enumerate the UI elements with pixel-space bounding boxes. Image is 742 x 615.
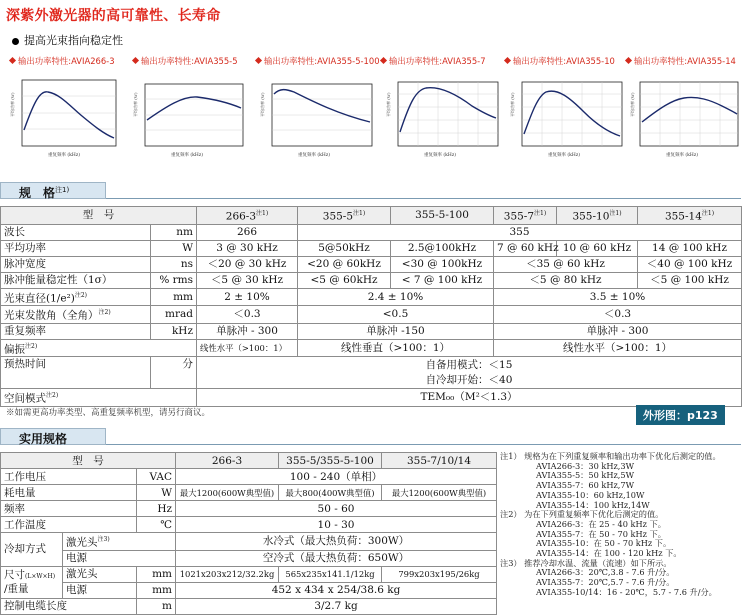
model-header: 型 号 — [1, 453, 176, 469]
practical-row-consumption — [1, 485, 497, 501]
spec-row-divergence — [1, 306, 742, 324]
cell: 14 @ 100 kHz — [638, 240, 742, 256]
practical-row-cooling-head — [1, 533, 497, 551]
row-unit: ns — [151, 256, 197, 272]
chart-xlabel: 重复频率 (kHz) — [424, 153, 456, 158]
cell: ＜35 @ 60 kHz — [494, 256, 638, 272]
model-355-5: 355-5/355-5-100 — [279, 453, 382, 469]
chart-xlabel: 重复频率 (kHz) — [548, 153, 580, 158]
row-unit: m — [137, 598, 176, 614]
chart-label-text: 输出功率特性:AVIA266-3 — [18, 56, 115, 66]
row-unit: % rms — [151, 272, 197, 288]
cell: 最大1200(600W典型值) — [176, 485, 279, 501]
row-sublabel: 电源 — [63, 582, 137, 598]
cell: TEM₀₀（M²＜1.3） — [197, 389, 742, 407]
chart-xlabel: 重复频率 (kHz) — [48, 153, 80, 158]
note-line: AVIA266-3：在 25 - 40 kHz 下。 — [536, 518, 666, 529]
spec-footnote: ※如需更高功率类型、高重复频率机型，请另行商议。 — [6, 408, 211, 418]
diamond-icon — [625, 57, 632, 64]
cell: 100 - 240（单相） — [176, 469, 497, 485]
row-unit: mm — [137, 566, 176, 582]
note-line: 注1） 规格为在下列重复频率和输出功率下优化后测定的值。 — [500, 451, 721, 461]
model-266-3: 266-3$^{注1)}$ — [197, 207, 298, 225]
row-unit: mm — [151, 288, 197, 306]
note-line: AVIA266-3：30 kHz,3W — [536, 460, 635, 471]
chart-ylabel: 平均功率 (W) — [260, 92, 265, 117]
cell: 2.5@100kHz — [391, 240, 494, 256]
cell: < 7 @ 100 kHz — [391, 272, 494, 288]
chart-xlabel: 重复频率 (kHz) — [666, 153, 698, 158]
spec-header-row — [1, 207, 742, 225]
cell: ＜40 @ 100 kHz — [638, 256, 742, 272]
diamond-icon — [9, 57, 16, 64]
chart-label-text: 输出功率特性:AVIA355-5-100 — [264, 56, 380, 66]
spec-row-wavelength — [1, 224, 742, 240]
model-355-10: 355-10$^{注1)}$ — [557, 207, 638, 225]
row-label: 冷却方式 — [1, 533, 63, 567]
row-unit: 分 — [151, 357, 197, 389]
note-line: AVIA355-14：在 100 - 120 kHz 下。 — [536, 548, 682, 559]
cell: 最大1200(600W典型值) — [382, 485, 497, 501]
note-line: AVIA266-3：20℃,3.8 - 7.6 升/分。 — [536, 567, 675, 578]
row-label: 光束直径$(1/e^2)^{注2)}$ — [1, 288, 151, 306]
row-label: 空间模式$^{注2)}$ — [1, 389, 197, 407]
cell: 线性水平（>100：1） — [494, 339, 742, 357]
row-unit: Hz — [137, 501, 176, 517]
cell: 3.5 ± 10% — [494, 288, 742, 306]
cell: 10 @ 60 kHz — [557, 240, 638, 256]
note-line: AVIA355-10/14：16 - 20℃，5.7 - 7.6 升/分。 — [536, 586, 717, 597]
spec-heading-text: 规 格 — [19, 186, 56, 200]
chart-ylabel: 平均功率 (W) — [630, 92, 635, 117]
cell: 7 @ 60 kHz — [494, 240, 557, 256]
cell: 单脉冲 - 300 — [197, 323, 298, 339]
model-355-7: 355-7$^{注1)}$ — [494, 207, 557, 225]
subtitle — [12, 32, 123, 48]
notes-block — [500, 452, 741, 598]
diamond-icon — [132, 57, 139, 64]
row-label: 工作电压 — [1, 469, 137, 485]
section-rule — [106, 198, 741, 199]
row-unit: kHz — [151, 323, 197, 339]
cell: 10 - 30 — [176, 517, 497, 533]
row-label: 频率 — [1, 501, 137, 517]
cell: <0.5 — [298, 306, 494, 324]
chart-355-5 — [131, 72, 247, 162]
practical-row-frequency — [1, 501, 497, 517]
cell: <30 @ 100kHz — [391, 256, 494, 272]
practical-row-temperature — [1, 517, 497, 533]
model-266-3: 266-3 — [176, 453, 279, 469]
cell: 最大800(400W典型值) — [279, 485, 382, 501]
chart-355-14 — [630, 72, 740, 162]
practical-row-voltage — [1, 469, 497, 485]
cell: 355 — [298, 224, 742, 240]
cell: 水冷式（最大热负荷：300W） — [176, 533, 497, 551]
note-line: AVIA355-7：60 kHz,7W — [536, 480, 635, 491]
row-label: 脉冲能量稳定性（1σ） — [1, 272, 151, 288]
row-unit: ℃ — [137, 517, 176, 533]
practical-row-cooling-psu — [1, 550, 497, 566]
chart-label-text: 输出功率特性:AVIA355-10 — [513, 56, 615, 66]
section-rule — [106, 444, 741, 445]
chart-ylabel: 平均功率 (W) — [386, 92, 391, 117]
row-unit: mrad — [151, 306, 197, 324]
spec-row-power — [1, 240, 742, 256]
chart-xlabel: 重复频率 (kHz) — [298, 153, 330, 158]
model-355-14: 355-14$^{注1)}$ — [638, 207, 742, 225]
cell: ＜5 @ 80 kHz — [494, 272, 638, 288]
cell: ＜0.3 — [197, 306, 298, 324]
spec-row-pulse-width — [1, 256, 742, 272]
practical-table — [0, 452, 497, 615]
practical-row-cable — [1, 598, 497, 614]
row-label: 工作温度 — [1, 517, 137, 533]
row-label: 偏振$^{注2)}$ — [1, 339, 197, 357]
model-header: 型 号 — [1, 207, 197, 225]
row-label: 耗电量 — [1, 485, 137, 501]
page-title: 深紫外激光器的高可靠性、长寿命 — [6, 8, 221, 24]
cell: 单脉冲 -150 — [298, 323, 494, 339]
chart-xlabel: 重复频率 (kHz) — [171, 153, 203, 158]
practical-row-size-psu — [1, 582, 497, 598]
chart-label-355-5-100 — [256, 55, 380, 67]
note-line: AVIA355-7：在 50 - 70 kHz 下。 — [536, 528, 666, 539]
cell: ＜5 @ 100 kHz — [638, 272, 742, 288]
cell: 266 — [197, 224, 298, 240]
row-sublabel: 激光头 — [63, 566, 137, 582]
subtitle-text: 提高光束指向稳定性 — [24, 34, 123, 47]
cell: 799x203x195/26kg — [382, 566, 497, 582]
spec-row-warmup — [1, 357, 742, 389]
row-label: 控制电缆长度 — [1, 598, 137, 614]
cell: 5@50kHz — [298, 240, 391, 256]
row-unit: W — [151, 240, 197, 256]
cell — [197, 357, 742, 389]
cell: 空冷式（最大热负荷：650W） — [176, 550, 497, 566]
cell: ＜0.3 — [494, 306, 742, 324]
row-label: 尺寸(L×W×H) /重量 — [1, 566, 63, 598]
row-sublabel: 电源 — [63, 550, 176, 566]
chart-ylabel: 平均功率 (W) — [133, 92, 138, 117]
row-sublabel: 激光头$^{注3)}$ — [63, 533, 176, 551]
chart-ylabel: 平均功率 (W) — [510, 92, 515, 117]
chart-label-355-5 — [133, 55, 238, 67]
cell: 565x235x141.1/12kg — [279, 566, 382, 582]
row-label: 光束发散角（全角）$^{注2)}$ — [1, 306, 151, 324]
spec-row-beam-diameter — [1, 288, 742, 306]
warmup-line-1: 自备用模式：＜15 — [425, 358, 513, 371]
chart-ylabel: 平均功率 (W) — [10, 92, 15, 117]
outline-drawing-link[interactable]: 外形图：p123 — [636, 405, 725, 425]
cell: <5 @ 60kHz — [298, 272, 391, 288]
cell: 线性水平（>100：1） — [197, 339, 298, 357]
spec-table — [0, 206, 742, 407]
chart-355-10 — [508, 72, 626, 162]
note-line: AVIA355-5：50 kHz,5W — [536, 470, 635, 481]
cell: <20 @ 60kHz — [298, 256, 391, 272]
note-line: AVIA355-10：在 50 - 70 kHz 下。 — [536, 538, 672, 549]
row-unit: mm — [137, 582, 176, 598]
cell: 3 @ 30 kHz — [197, 240, 298, 256]
diamond-icon — [255, 57, 262, 64]
diamond-icon — [380, 57, 387, 64]
note-line: AVIA355-10：60 kHz,10W — [536, 489, 645, 500]
row-unit: nm — [151, 224, 197, 240]
cell: ＜5 @ 30 kHz — [197, 272, 298, 288]
bullet-icon — [12, 38, 19, 45]
chart-266-3 — [8, 72, 120, 162]
chart-label-355-10 — [505, 55, 615, 67]
cell: 1021x203x212/32.2kg — [176, 566, 279, 582]
diamond-icon — [504, 57, 511, 64]
note-line: AVIA355-7：20℃,5.7 - 7.6 升/分。 — [536, 577, 675, 588]
chart-355-5-100 — [258, 72, 376, 162]
chart-355-7 — [384, 72, 502, 162]
row-label: 重复频率 — [1, 323, 151, 339]
spec-row-energy-stability — [1, 272, 742, 288]
model-355-5-100: 355-5-100 — [391, 207, 494, 225]
row-label: 平均功率 — [1, 240, 151, 256]
row-label: 脉冲宽度 — [1, 256, 151, 272]
model-355-7: 355-7/10/14 — [382, 453, 497, 469]
row-label: 波长 — [1, 224, 151, 240]
cell: 2.4 ± 10% — [298, 288, 494, 306]
row-label: 预热时间 — [1, 357, 151, 389]
chart-label-text: 输出功率特性:AVIA355-5 — [141, 56, 238, 66]
note-line: 注2） 为在下列重复频率下优化后测定的值。 — [500, 509, 664, 520]
chart-label-text: 输出功率特性:AVIA355-14 — [634, 56, 736, 66]
cell: 线性垂直（>100：1） — [298, 339, 494, 357]
chart-label-266-3 — [10, 55, 115, 67]
practical-row-size-head — [1, 566, 497, 582]
spec-row-spatial-mode — [1, 389, 742, 407]
cell: 50 - 60 — [176, 501, 497, 517]
chart-label-355-7 — [381, 55, 486, 67]
spec-section-heading — [0, 182, 106, 199]
chart-label-355-14 — [626, 55, 736, 67]
practical-header-row — [1, 453, 497, 469]
practical-section-heading: 实用规格 — [0, 428, 106, 445]
chart-label-text: 输出功率特性:AVIA355-7 — [389, 56, 486, 66]
spec-heading-sup: 注1) — [55, 186, 70, 194]
cell: 单脉冲 - 300 — [494, 323, 742, 339]
note-line: AVIA355-14：100 kHz,14W — [536, 499, 650, 510]
row-unit: W — [137, 485, 176, 501]
warmup-line-2: 自冷却开始：＜40 — [425, 373, 513, 386]
row-unit: VAC — [137, 469, 176, 485]
cell: 3/2.7 kg — [176, 598, 497, 614]
cell: 2 ± 10% — [197, 288, 298, 306]
note-line: 注3） 推荐冷却水温、流量（流速）如下所示。 — [500, 557, 672, 568]
spec-row-polarization — [1, 339, 742, 357]
cell: 452 x 434 x 254/38.6 kg — [176, 582, 497, 598]
spec-row-rep-rate — [1, 323, 742, 339]
model-355-5: 355-5$^{注1)}$ — [298, 207, 391, 225]
cell: ＜20 @ 30 kHz — [197, 256, 298, 272]
